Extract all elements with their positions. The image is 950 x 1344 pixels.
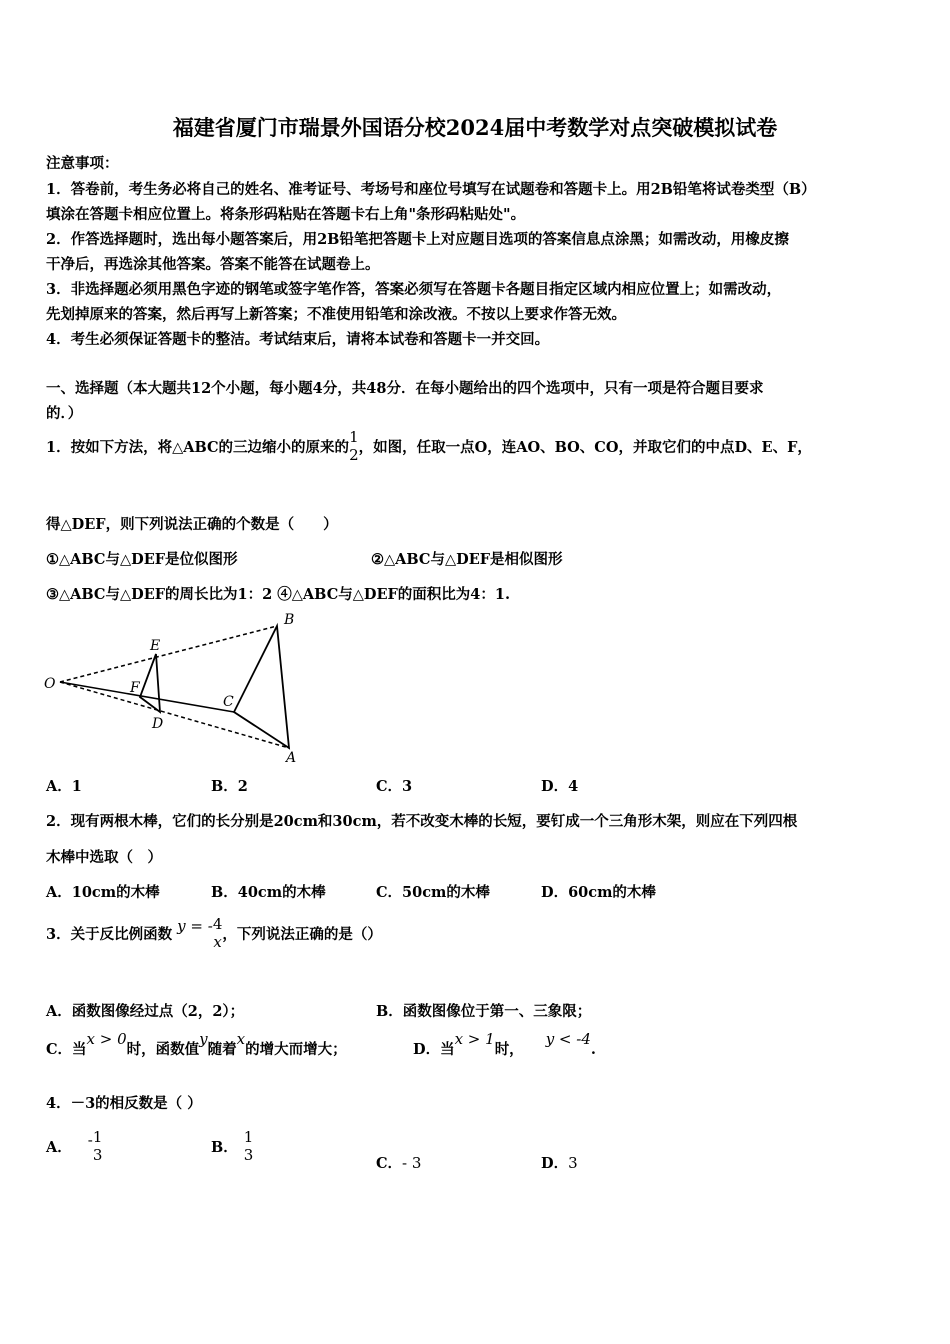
q3-option-d[interactable]: D．当x > 1时，y < -4.	[413, 1030, 596, 1058]
q1-option-d[interactable]: D．4	[541, 778, 579, 795]
q2-option-c[interactable]: C．50cm的木棒	[376, 884, 490, 901]
q2-stem-cont: 木棒中选取（ ）	[46, 849, 162, 866]
q1-stem: 1．按如下方法，将△ABC的三边缩小的原来的 1 2 ，如图，任取一点O，连AO、BO、CO，并取它们的中点D、E、F，	[46, 428, 812, 464]
q1-statement-1: ①△ABC与△DEF是位似图形	[46, 551, 238, 568]
label-B: B	[284, 612, 295, 628]
notice-line: 先划掉原来的答案，然后再写上新答案；不准使用铅笔和涂改液。不按以上要求作答无效。	[46, 306, 626, 323]
q1-option-c[interactable]: C．3	[376, 778, 413, 795]
function-lhs: y = -	[177, 917, 213, 935]
section-heading-cont: 的．）	[46, 405, 83, 422]
q4-stem: 4．－3的相反数是（ ）	[46, 1095, 202, 1112]
label-C: C	[223, 694, 234, 710]
label-A: A	[286, 750, 297, 766]
notice-line: 3．非选择题必须用黑色字迹的钢笔或签字笔作答，答案必须写在答题卡各题目指定区域内相应位置上；如需改动，	[46, 281, 782, 298]
q1-stem-cont: 得△DEF，则下列说法正确的个数是（ ）	[46, 516, 338, 533]
q3-option-b[interactable]: B．函数图像位于第一、三象限；	[376, 1003, 592, 1020]
fraction-one-third: 1 3	[243, 1128, 254, 1164]
label-O: O	[44, 676, 56, 692]
q1-statement-2: ②△ABC与△DEF是相似图形	[371, 551, 563, 568]
label-F: F	[130, 680, 140, 696]
q4-option-c[interactable]: C．- 3	[376, 1154, 422, 1172]
q1-option-a[interactable]: A．1	[46, 778, 82, 795]
q1-statements-3-4: ③△ABC与△DEF的周长比为1：2 ④△ABC与△DEF的面积比为4：1.	[46, 586, 511, 603]
q2-option-d[interactable]: D．60cm的木棒	[541, 884, 656, 901]
q3-stem: 3．关于反比例函数 y = - 4 x ，下列说法正确的是（）	[46, 915, 382, 951]
q1-figure	[40, 608, 310, 768]
notice-line: 1．答卷前，考生务必将自己的姓名、准考证号、考场号和座位号填写在试题卷和答题卡上。用2B铅笔将试卷类型（B）	[46, 181, 816, 198]
triangle-ABC	[234, 626, 289, 748]
q2-stem: 2．现有两根木棒，它们的长分别是20cm和30cm，若不改变木棒的长短，要钉成一个三角形木架，则应在下列四根	[46, 813, 798, 830]
notice-heading: 注意事项：	[46, 155, 119, 172]
q2-option-b[interactable]: B．40cm的木棒	[211, 884, 326, 901]
notice-line: 干净后，再选涂其他答案。答案不能答在试题卷上。	[46, 256, 380, 273]
page-title: 福建省厦门市瑞景外国语分校2024届中考数学对点突破模拟试卷	[172, 115, 778, 140]
notice-line: 4．考生必须保证答题卡的整洁。考试结束后，请将本试卷和答题卡一并交回。	[46, 331, 550, 348]
q4-option-d[interactable]: D．3	[541, 1154, 578, 1172]
triangle-DEF	[140, 654, 160, 712]
line-OC	[60, 682, 234, 712]
label-E: E	[150, 638, 161, 654]
section-heading: 一、选择题（本大题共12个小题，每小题4分，共48分．在每小题给出的四个选项中，只有一项是符合题目要求	[46, 380, 764, 397]
q3-option-c[interactable]: C．当x > 0时，函数值y随着x的增大而增大；	[46, 1030, 347, 1058]
line-OB	[60, 626, 277, 682]
q3-option-a[interactable]: A．函数图像经过点（2，2）；	[46, 1003, 245, 1020]
q4-option-b[interactable]: B． 1 3	[211, 1128, 254, 1164]
fraction-one-third: 1 3	[92, 1128, 103, 1164]
label-D: D	[152, 716, 164, 732]
q4-option-a[interactable]: A． - 1 3	[46, 1128, 103, 1164]
fraction-4-over-x: 4 x	[212, 915, 223, 951]
q1-option-b[interactable]: B．2	[211, 778, 248, 795]
q2-option-a[interactable]: A．10cm的木棒	[46, 884, 160, 901]
fraction-one-half: 1 2	[349, 428, 359, 464]
notice-line: 填涂在答题卡相应位置上。将条形码粘贴在答题卡右上角"条形码粘贴处"。	[46, 206, 526, 223]
notice-line: 2．作答选择题时，选出每小题答案后，用2B铅笔把答题卡上对应题目选项的答案信息点涂黑；如需改动，用橡皮擦	[46, 231, 789, 248]
line-OA	[60, 682, 289, 748]
